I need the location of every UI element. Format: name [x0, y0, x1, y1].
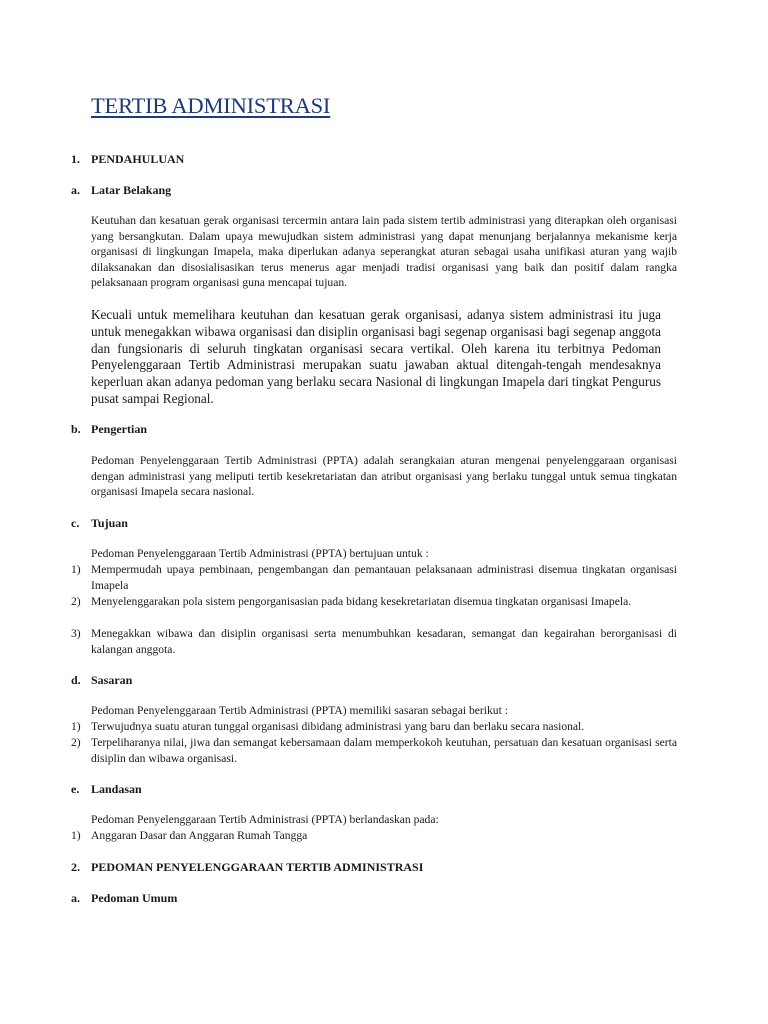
subsection-letter: c. — [71, 516, 80, 530]
sasaran-intro: Pedoman Penyelenggaraan Tertib Administrasi (PPTA) memiliki sasaran sebagai berikut : — [91, 704, 508, 717]
landasan-intro: Pedoman Penyelenggaraan Tertib Administrasi (PPTA) berlandaskan pada: — [91, 813, 439, 826]
list-item — [71, 594, 677, 610]
list-item — [71, 562, 677, 593]
subsection-letter: e. — [71, 782, 80, 796]
subsection-letter: d. — [71, 673, 81, 687]
paragraph-latar-belakang-2: Kecuali untuk memelihara keutuhan dan kesatuan gerak organisasi, adanya sistem administrasi itu juga untuk menegakkan wibawa organisasi dan disiplin organisasi bagi segenap organisasi bagi segenap anggota dan fungsionaris di seluruh tingkatan organisasi secara vertikal. Oleh karena itu terbitnya Pedoman Penyelenggaraan Tertib Administrasi merupakan suatu jawaban aktual ditengah-tengah mendesaknya keperluan akan adanya pedoman yang berlaku secara Nasional di lingkungan Imapela dari tingkat Pengurus pusat sampai Regional. — [91, 307, 661, 406]
subsection-title: Pengertian — [91, 422, 147, 436]
subsection-letter: a. — [71, 183, 80, 197]
section-number: 2. — [71, 860, 80, 874]
list-item — [71, 719, 677, 735]
list-text: Menyelenggarakan pola sistem pengorganisasian pada bidang kesekretariatan disemua tingkatan organisasi Imapela. — [91, 595, 632, 608]
list-text: Terwujudnya suatu aturan tunggal organisasi dibidang administrasi yang baru dan berlaku secara nasional. — [91, 720, 585, 733]
section-title: PENDAHULUAN — [91, 152, 185, 166]
list-text: Anggaran Dasar dan Anggaran Rumah Tangga — [91, 829, 308, 842]
list-number: 1) — [71, 563, 81, 576]
subsection-title: Sasaran — [91, 673, 133, 687]
subsection-title: Tujuan — [91, 516, 128, 530]
list-number: 2) — [71, 595, 81, 608]
subsection-title: Latar Belakang — [91, 183, 172, 197]
section-title: PEDOMAN PENYELENGGARAAN TERTIB ADMINISTRASI — [91, 860, 424, 874]
list-text: Menegakkan wibawa dan disiplin organisasi serta menumbuhkan kesadaran, semangat dan kegairahan berorganisasi di kalangan anggota. — [91, 627, 677, 656]
section-number: 1. — [71, 152, 80, 166]
subsection-letter: b. — [71, 422, 81, 436]
list-number: 1) — [71, 720, 81, 733]
list-number: 2) — [71, 736, 81, 749]
subsection-letter: a. — [71, 891, 80, 905]
paragraph-pengertian: Pedoman Penyelenggaraan Tertib Administrasi (PPTA) adalah serangkaian aturan mengenai penyelenggaraan organisasi dengan administrasi yang meliputi tertib kesekretariatan dan atribut organisasi yang berlaku tunggal untuk semua tingkatan organisasi Imapela secara nasional. — [91, 454, 677, 499]
list-number: 1) — [71, 829, 81, 842]
list-item — [71, 735, 677, 766]
page-title: TERTIB ADMINISTRASI — [91, 93, 331, 118]
paragraph-latar-belakang-1: Keutuhan dan kesatuan gerak organisasi tercermin antara lain pada sistem tertib administrasi yang diterapkan oleh organisasi yang bersangkutan. Dalam upaya mewujudkan sistem administrasi yang dapat menunjang berjalannya mekanisme kerja organisasi di lingkungan Imapela, maka diperlukan adanya seperangkat aturan sebagai usaha unifikasi aturan yang wajib dilaksanakan dan disosialisasikan terus menerus agar menjadi tradisi organisasi yang baik dan positif dalam rangka pelaksanaan program organisasi guna mencapai tujuan. — [91, 214, 677, 290]
list-text: Terpeliharanya nilai, jiwa dan semangat kebersamaan dalam memperkokoh keutuhan, persatuan dan kesatuan organisasi serta disiplin dan wibawa organisasi. — [91, 736, 677, 765]
tujuan-intro: Pedoman Penyelenggaraan Tertib Administrasi (PPTA) bertujuan untuk : — [91, 547, 429, 560]
subsection-title: Landasan — [91, 782, 142, 796]
list-item — [71, 626, 677, 657]
list-number: 3) — [71, 627, 81, 640]
list-item — [71, 828, 677, 844]
subsection-title: Pedoman Umum — [91, 891, 178, 905]
list-text: Mempermudah upaya pembinaan, pengembangan dan pemantauan pelaksanaan administrasi disemua tingkatan organisasi Imapela — [91, 563, 677, 592]
